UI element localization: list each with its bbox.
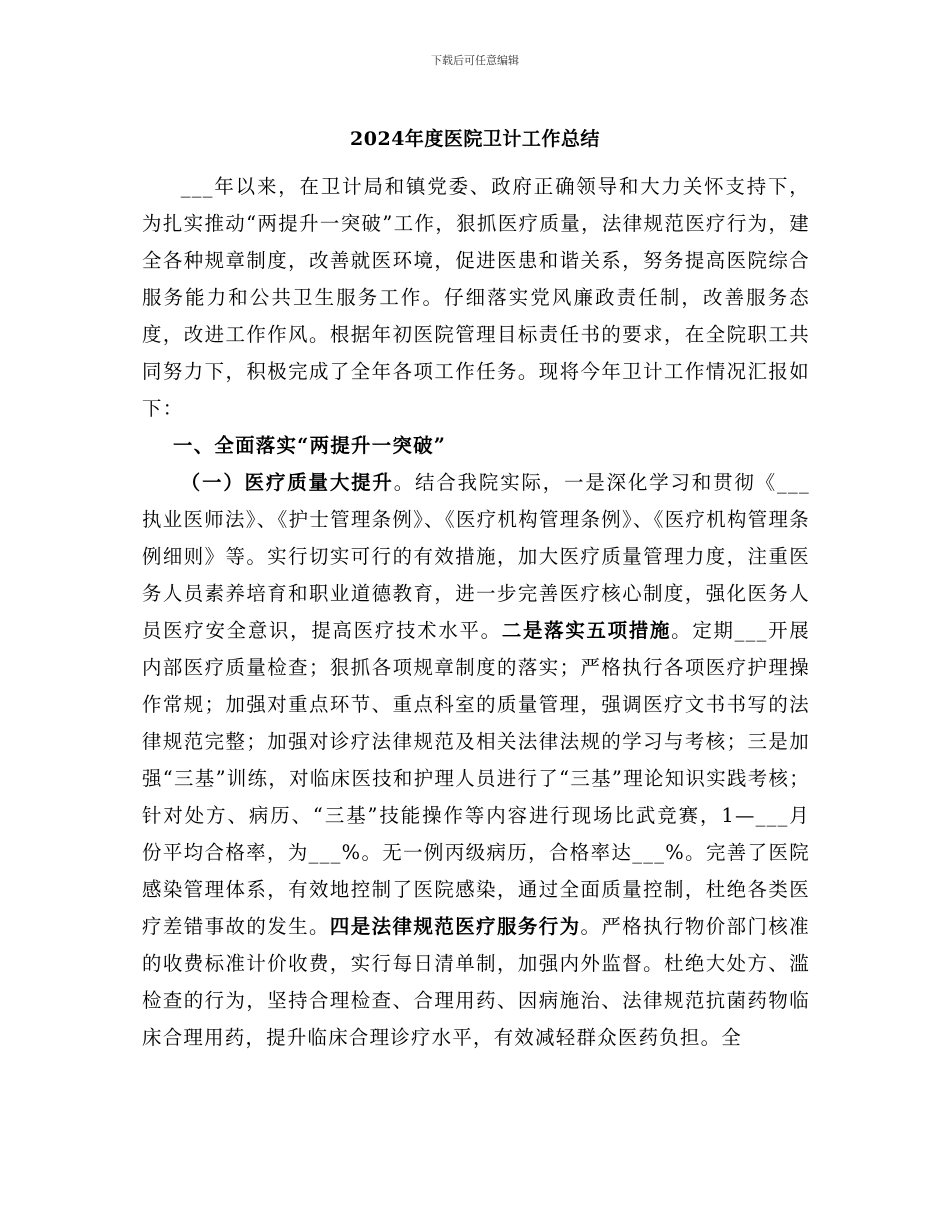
quality-text-2: 。定期___开展内部医疗质量检查；狠抓各项规章制度的落实；严格执行各项医疗护理操作常规；加强对重点环节、重点科室的质量管理，强调医疗文书书写的法律规范完整；加强对诊疗法律规范及相关法律法规的学习与考核；三是加强“三基”训练，对临床医技和护理人员进行了“三基”理论知识实践考核；针对处方、病历、“三基”技能操作等内容进行现场比武竞赛，1—___月份平均合格率，为___%。无一例丙级病历，合格率达___%。完善了医院感染管理体系，有效地控制了医院感染，通过全面质量控制，杜绝各类医疗差错事故的发生。: [142, 619, 810, 938]
measures-heading: 二是落实五项措施: [501, 619, 672, 642]
document-title: 2024年度医院卫计工作总结: [350, 128, 600, 150]
subsection-heading: （一）医疗质量大提升: [180, 471, 394, 494]
section-heading: 一、全面落实“两提升一突破”: [173, 434, 447, 457]
quality-text-3: 。严格执行物价部门核准的收费标准计价收费，实行每日清单制，加强内外监督。杜绝大处方、滥检查的行为，坚持合理检查、合理用药、因病施治、法律规范抗菌药物临床合理用药，提升临床合理诊疗水平，有效减轻群众医药负担。全: [142, 915, 810, 1049]
paragraph-quality: [142, 464, 810, 1056]
paragraph-intro: ___年以来，在卫计局和镇党委、政府正确领导和大力关怀支持下，为扎实推动“两提升一突破”工作，狠抓医疗质量，法律规范医疗行为，建全各种规章制度，改善就医环境，促进医患和谐关系，努务提高医院综合服务能力和公共卫生服务工作。仔细落实党风廉政责任制，改善服务态度，改进工作作风。根据年初医院管理目标责任书的要求，在全院职工共同努力下，积极完成了全年各项工作任务。现将今年卫计工作情况汇报如下：: [142, 175, 810, 420]
document-body: [142, 168, 810, 1056]
header-note: 下载后可任意编辑: [431, 54, 519, 67]
quality-text-1: 。结合我院实际，一是深化学习和贯彻《___执业医师法》、《护士管理条例》、《医疗机构管理条例》、《医疗机构管理条例细则》等。实行切实可行的有效措施，加大医疗质量管理力度，注重医务人员素养培育和职业道德教育，进一步完善医疗核心制度，强化医务人员医疗安全意识，提高医疗技术水平。: [142, 471, 810, 642]
service-behavior-heading: 四是法律规范医疗服务行为: [329, 915, 581, 938]
